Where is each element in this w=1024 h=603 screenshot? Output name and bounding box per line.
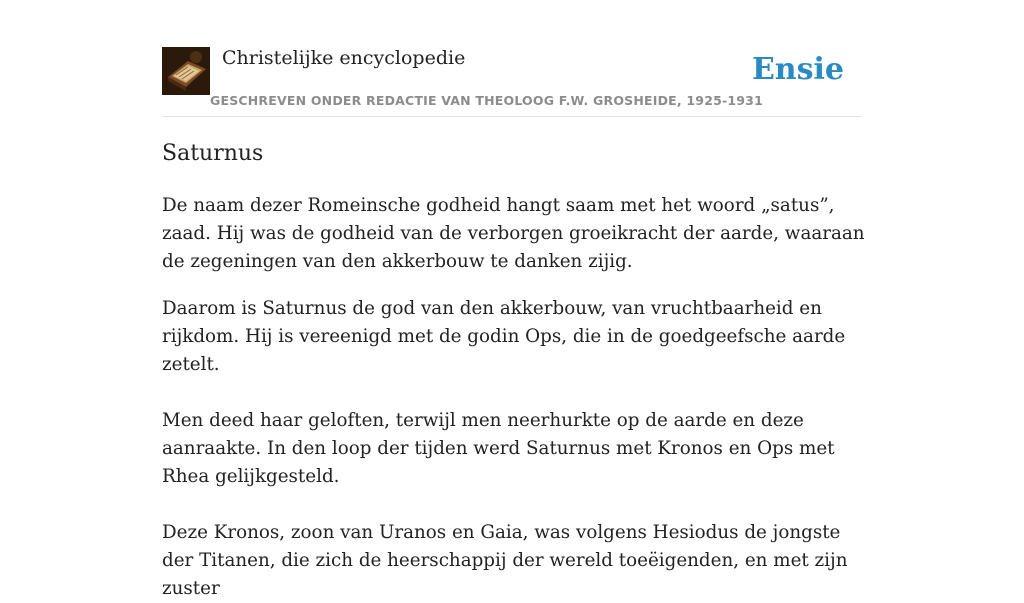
article-paragraph: Men deed haar geloften, terwijl men neerhurkte op de aarde en deze aanraakte. In den loop der tijden werd Saturnus met Kronos en Ops met Rhea gelijkgesteld.: [162, 410, 835, 487]
site-header: [162, 46, 862, 117]
article-paragraph: Deze Kronos, zoon van Uranos en Gaia, was volgens Hesiodus de jongste der Titanen, die zich de heerschappij der wereld toeëigenden, en met zijn zuster: [162, 522, 848, 599]
article-paragraph: De naam dezer Romeinsche godheid hangt saam met het woord „satus”, zaad. Hij was de godheid van de verborgen groeikracht der aarde, waaraan de zegeningen van den akkerbouw te danken zijig.: [162, 195, 865, 272]
avatar[interactable]: [162, 47, 210, 95]
book-photo-icon: [162, 47, 210, 95]
brand-logo[interactable]: Ensie: [751, 52, 844, 87]
article-paragraph: Daarom is Saturnus de god van den akkerbouw, van vruchtbaarheid en rijkdom. Hij is vereenigd met de godin Ops, die in de goedgeefsche aarde zetelt.: [162, 298, 846, 375]
paragraph-spacer: [162, 379, 867, 407]
article-body: [162, 192, 867, 603]
paragraph-spacer: [162, 491, 867, 519]
article-title: Saturnus: [162, 141, 264, 166]
site-subtitle: GESCHREVEN ONDER REDACTIE VAN THEOLOOG F.W. GROSHEIDE, 1925-1931: [210, 93, 763, 108]
site-title[interactable]: Christelijke encyclopedie: [222, 47, 466, 69]
